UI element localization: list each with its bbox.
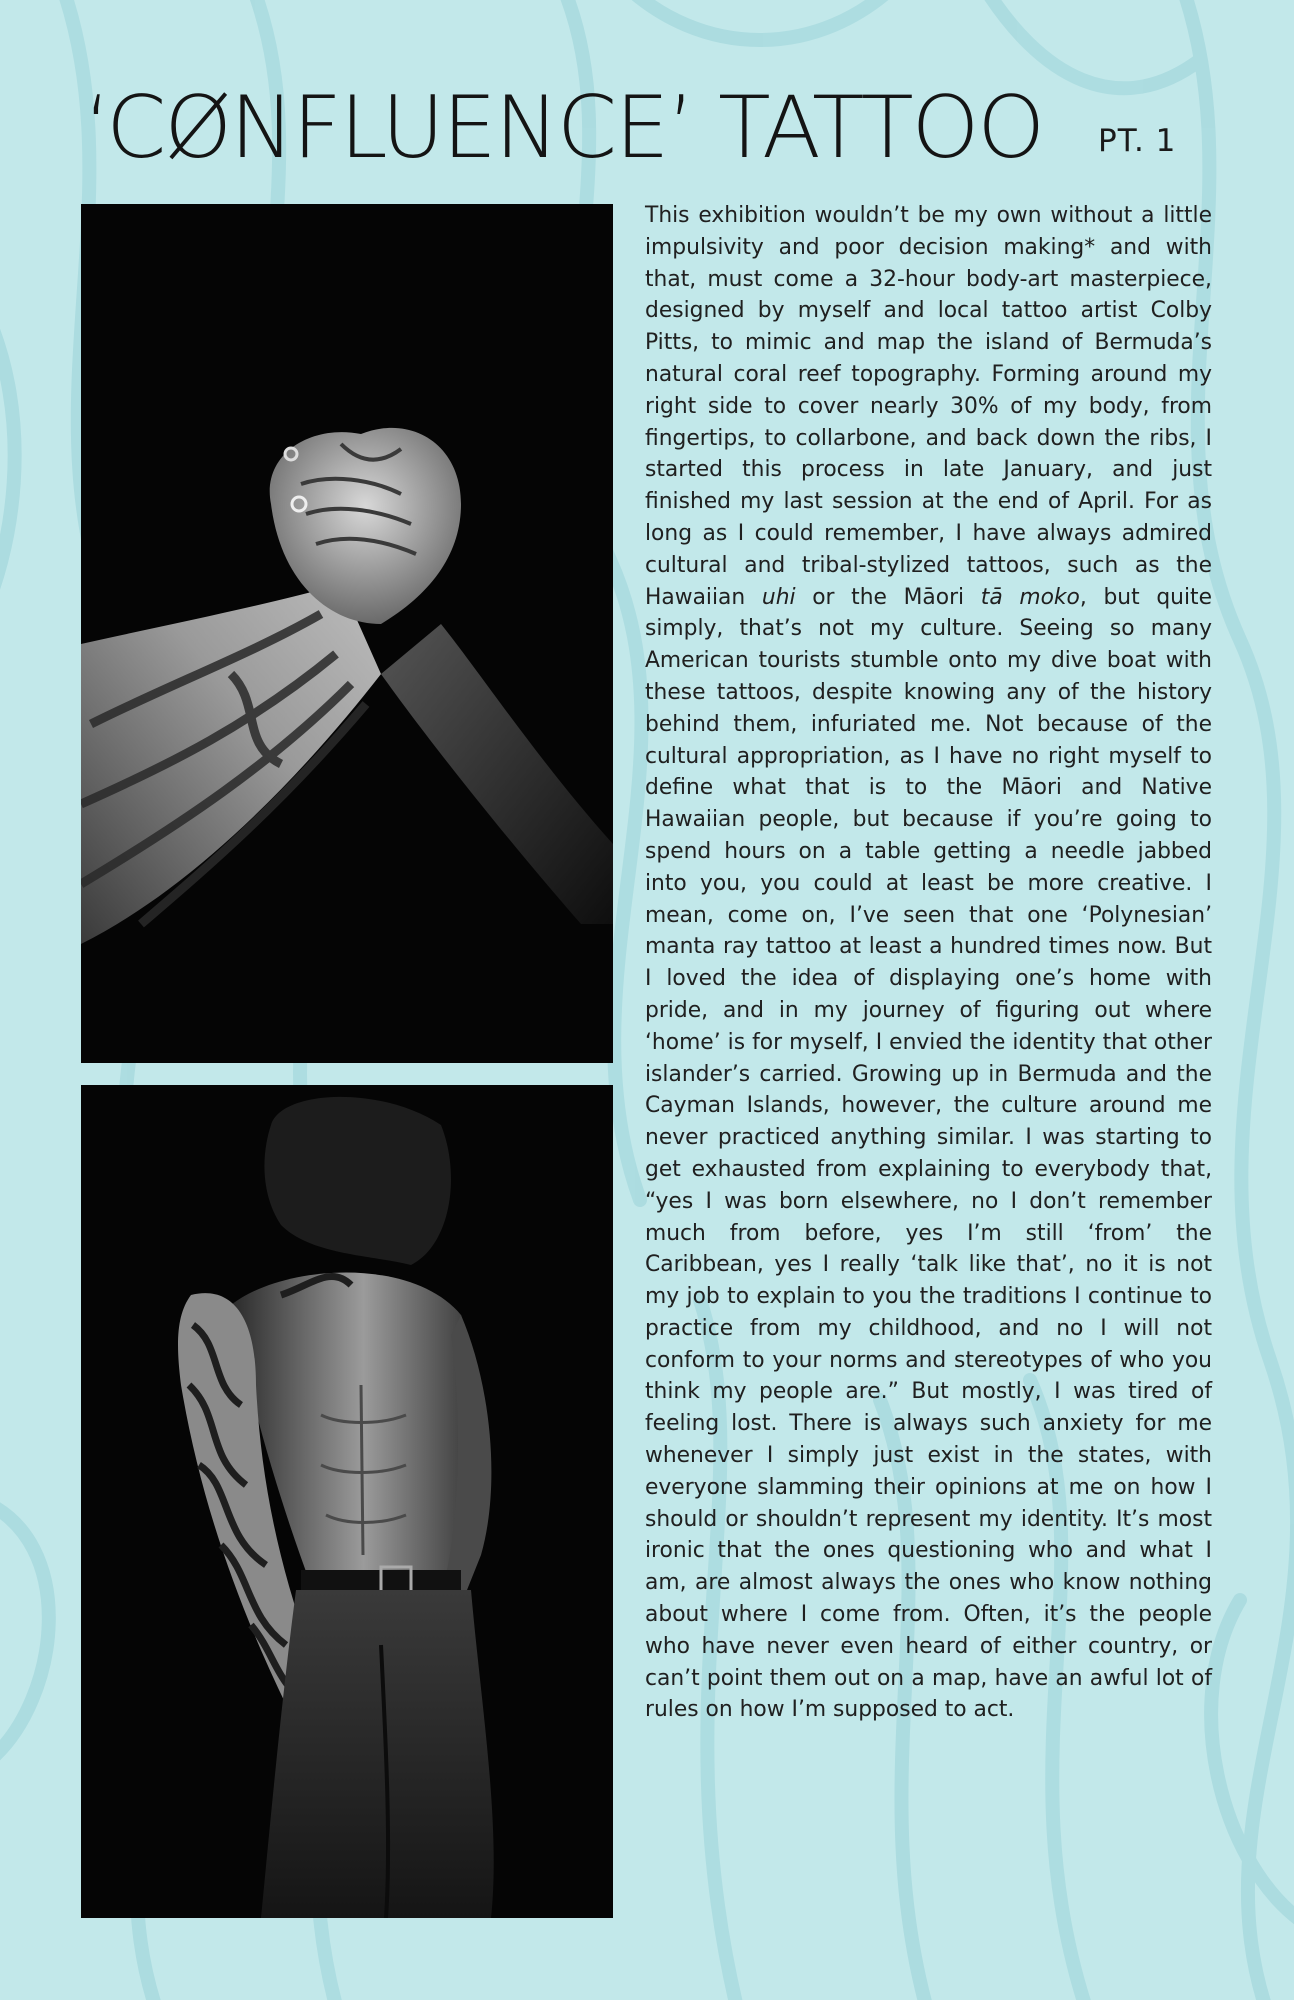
- clasped-hands-photo-icon: [81, 204, 613, 1063]
- title-part-label: PT. 1: [1098, 123, 1177, 159]
- photo-clasped-hands: [81, 204, 613, 1063]
- article-text-3: , but quite simply, that’s not my culture. Seeing so many American tourists stumble onto my dive boat with these tattoos, despite knowing any of the history behind them, infuriated me. Not because of the cultural appropriation, as I have no right myself to define what that is to the Māori and Native Hawaiian people, but because if you’re going to spend hours on a table getting a needle jabbed into you, you could at least be more creative. I mean, come on, I’ve seen that one ‘Polynesian’ manta ray tattoo at least a hundred times now. But I loved the idea of displaying one’s home with pride, and in my journey of figuring out where ‘home’ is for myself, I envied the identity that other islander’s carried. Growing up in Bermuda and the Cayman Islands, however, the culture around me never practiced anything similar. I was starting to get exhausted from explaining to everybody that, “yes I was born elsewhere, no I don’t remember much from before, yes I’m still ‘from’ the Caribbean, yes I really ‘talk like that’, no it is not my job to explain to you the traditions I continue to practice from my childhood, and no I will not conform to your norms and stereotypes of who you think my people are.” But mostly, I was tired of feeling lost. There is always such anxiety for me whenever I simply just exist in the states, with everyone slamming their opinions at me on how I should or shouldn’t represent my identity. It’s most ironic that the ones questioning who and what I am, are almost always the ones who know nothing about where I come from. Often, it’s the people who have never even heard of either country, or can’t point them out on a map, have an awful lot of rules on how I’m supposed to act.: [645, 584, 1212, 1723]
- tattooed-torso-photo-icon: [81, 1085, 613, 1918]
- page-title: ‘CØNFLUENCE’ TATTOO: [84, 78, 1044, 178]
- article-italic-uhi: uhi: [761, 584, 796, 610]
- photo-tattooed-torso: [81, 1085, 613, 1918]
- article-body: [645, 200, 1212, 1726]
- article-italic-ta-moko: tā moko: [980, 584, 1080, 610]
- article-text-1: This exhibition wouldn’t be my own without a little impulsivity and poor decision making* and with that, must come a 32-hour body-art masterpiece, designed by myself and local tattoo artist Colby Pitts, to mimic and map the island of Bermuda’s natural coral reef topography. Forming around my right side to cover nearly 30% of my body, from fingertips, to collarbone, and back down the ribs, I started this process in late January, and just finished my last session at the end of April. For as long as I could remember, I have always admired cultural and tribal-stylized tattoos, such as the Hawaiian: [645, 203, 1212, 610]
- article-text-2: or the Māori: [795, 584, 981, 610]
